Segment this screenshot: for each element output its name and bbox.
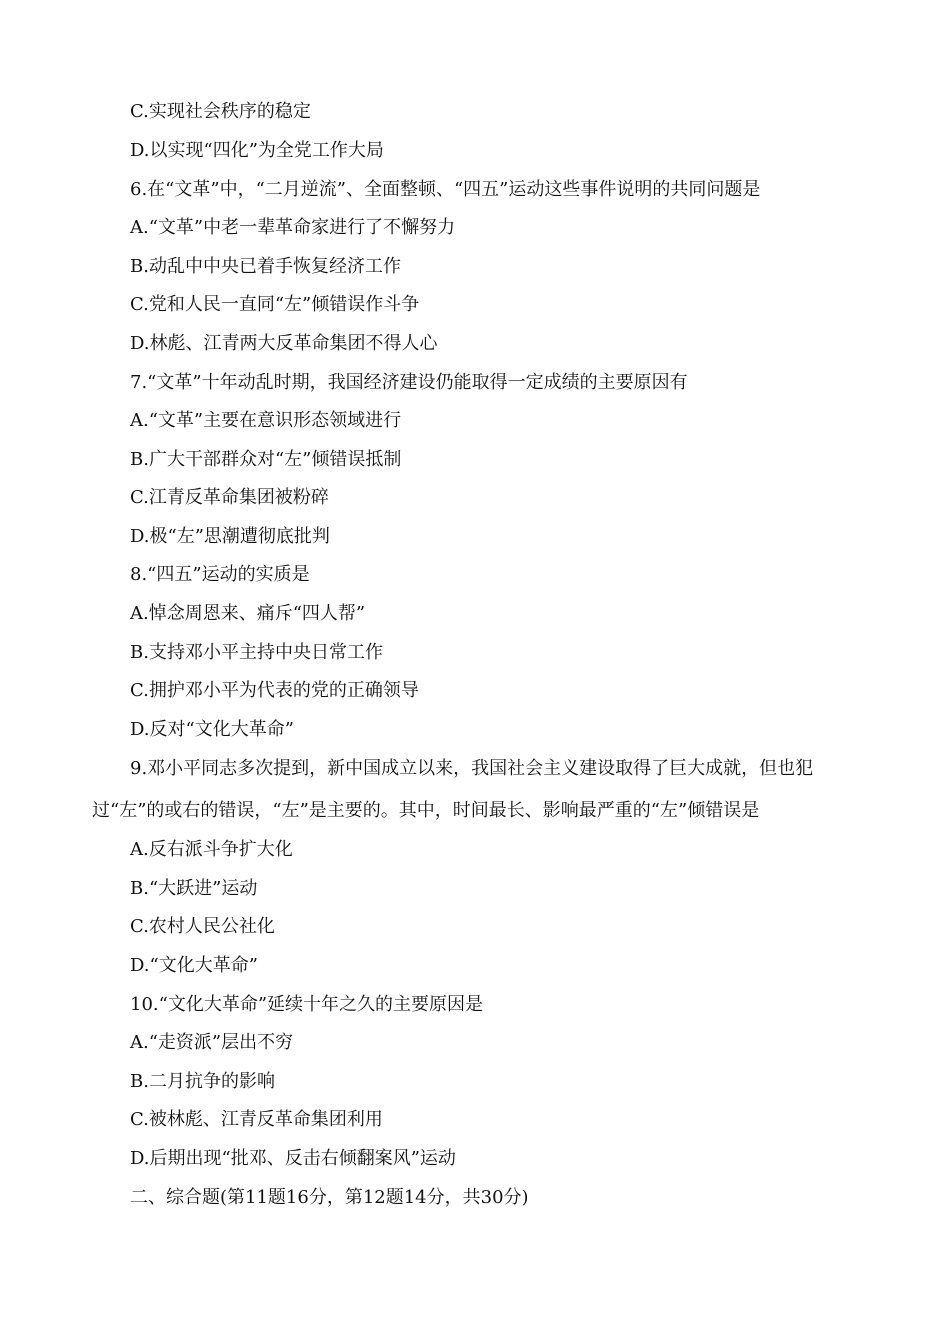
- q9-option-d: D.“文化大革命”: [130, 955, 258, 976]
- q8-option-a: A.悼念周恩来、痛斥“四人帮”: [130, 603, 366, 624]
- q10-option-b: B.二月抗争的影响: [130, 1071, 275, 1092]
- q9-option-b: B.“大跃进”运动: [130, 878, 258, 899]
- q10-option-c: C.被林彪、江青反革命集团利用: [130, 1109, 383, 1130]
- q8-option-c: C.拥护邓小平为代表的党的正确领导: [130, 680, 419, 701]
- q6-option-a: A.“文革”中老一辈革命家进行了不懈努力: [130, 217, 456, 238]
- q5-option-d: D.以实现“四化”为全党工作大局: [130, 140, 384, 161]
- q5-option-c: C.实现社会秩序的稳定: [130, 101, 311, 122]
- q7-stem: 7.“文革”十年动乱时期，我国经济建设仍能取得一定成绩的主要原因有: [130, 372, 688, 393]
- q6-option-b: B.动乱中中央已着手恢复经济工作: [130, 256, 401, 277]
- q9-option-a: A.反右派斗争扩大化: [130, 839, 293, 860]
- q6-stem: 6.在“文革”中，“二月逆流”、全面整顿、“四五”运动这些事件说明的共同问题是: [130, 179, 761, 200]
- q10-option-d: D.后期出现“批邓、反击右倾翻案风”运动: [130, 1148, 456, 1169]
- q8-option-b: B.支持邓小平主持中央日常工作: [130, 642, 383, 663]
- q7-option-a: A.“文革”主要在意识形态领域进行: [130, 410, 402, 431]
- section-heading: 二、综合题(第11题16分，第12题14分，共30分): [130, 1187, 529, 1208]
- q9-stem: 9.邓小平同志多次提到，新中国成立以来，我国社会主义建设取得了巨大成就，但也犯: [130, 758, 814, 779]
- q10-stem: 10.“文化大革命”延续十年之久的主要原因是: [130, 994, 484, 1015]
- q6-option-d: D.林彪、江青两大反革命集团不得人心: [130, 333, 438, 354]
- q10-option-a: A.“走资派”层出不穷: [130, 1032, 294, 1053]
- q7-option-c: C.江青反革命集团被粉碎: [130, 487, 329, 508]
- q8-stem: 8.“四五”运动的实质是: [130, 564, 310, 585]
- q7-option-d: D.极“左”思潮遭彻底批判: [130, 526, 330, 547]
- q7-option-b: B.广大干部群众对“左”倾错误抵制: [130, 449, 402, 470]
- q6-option-c: C.党和人民一直同“左”倾错误作斗争: [130, 294, 420, 315]
- q9-option-c: C.农村人民公社化: [130, 916, 275, 937]
- q8-option-d: D.反对“文化大革命”: [130, 719, 294, 740]
- q9-stem-continued: 过“左”的或右的错误，“左”是主要的。其中，时间最长、影响最严重的“左”倾错误是: [92, 800, 760, 821]
